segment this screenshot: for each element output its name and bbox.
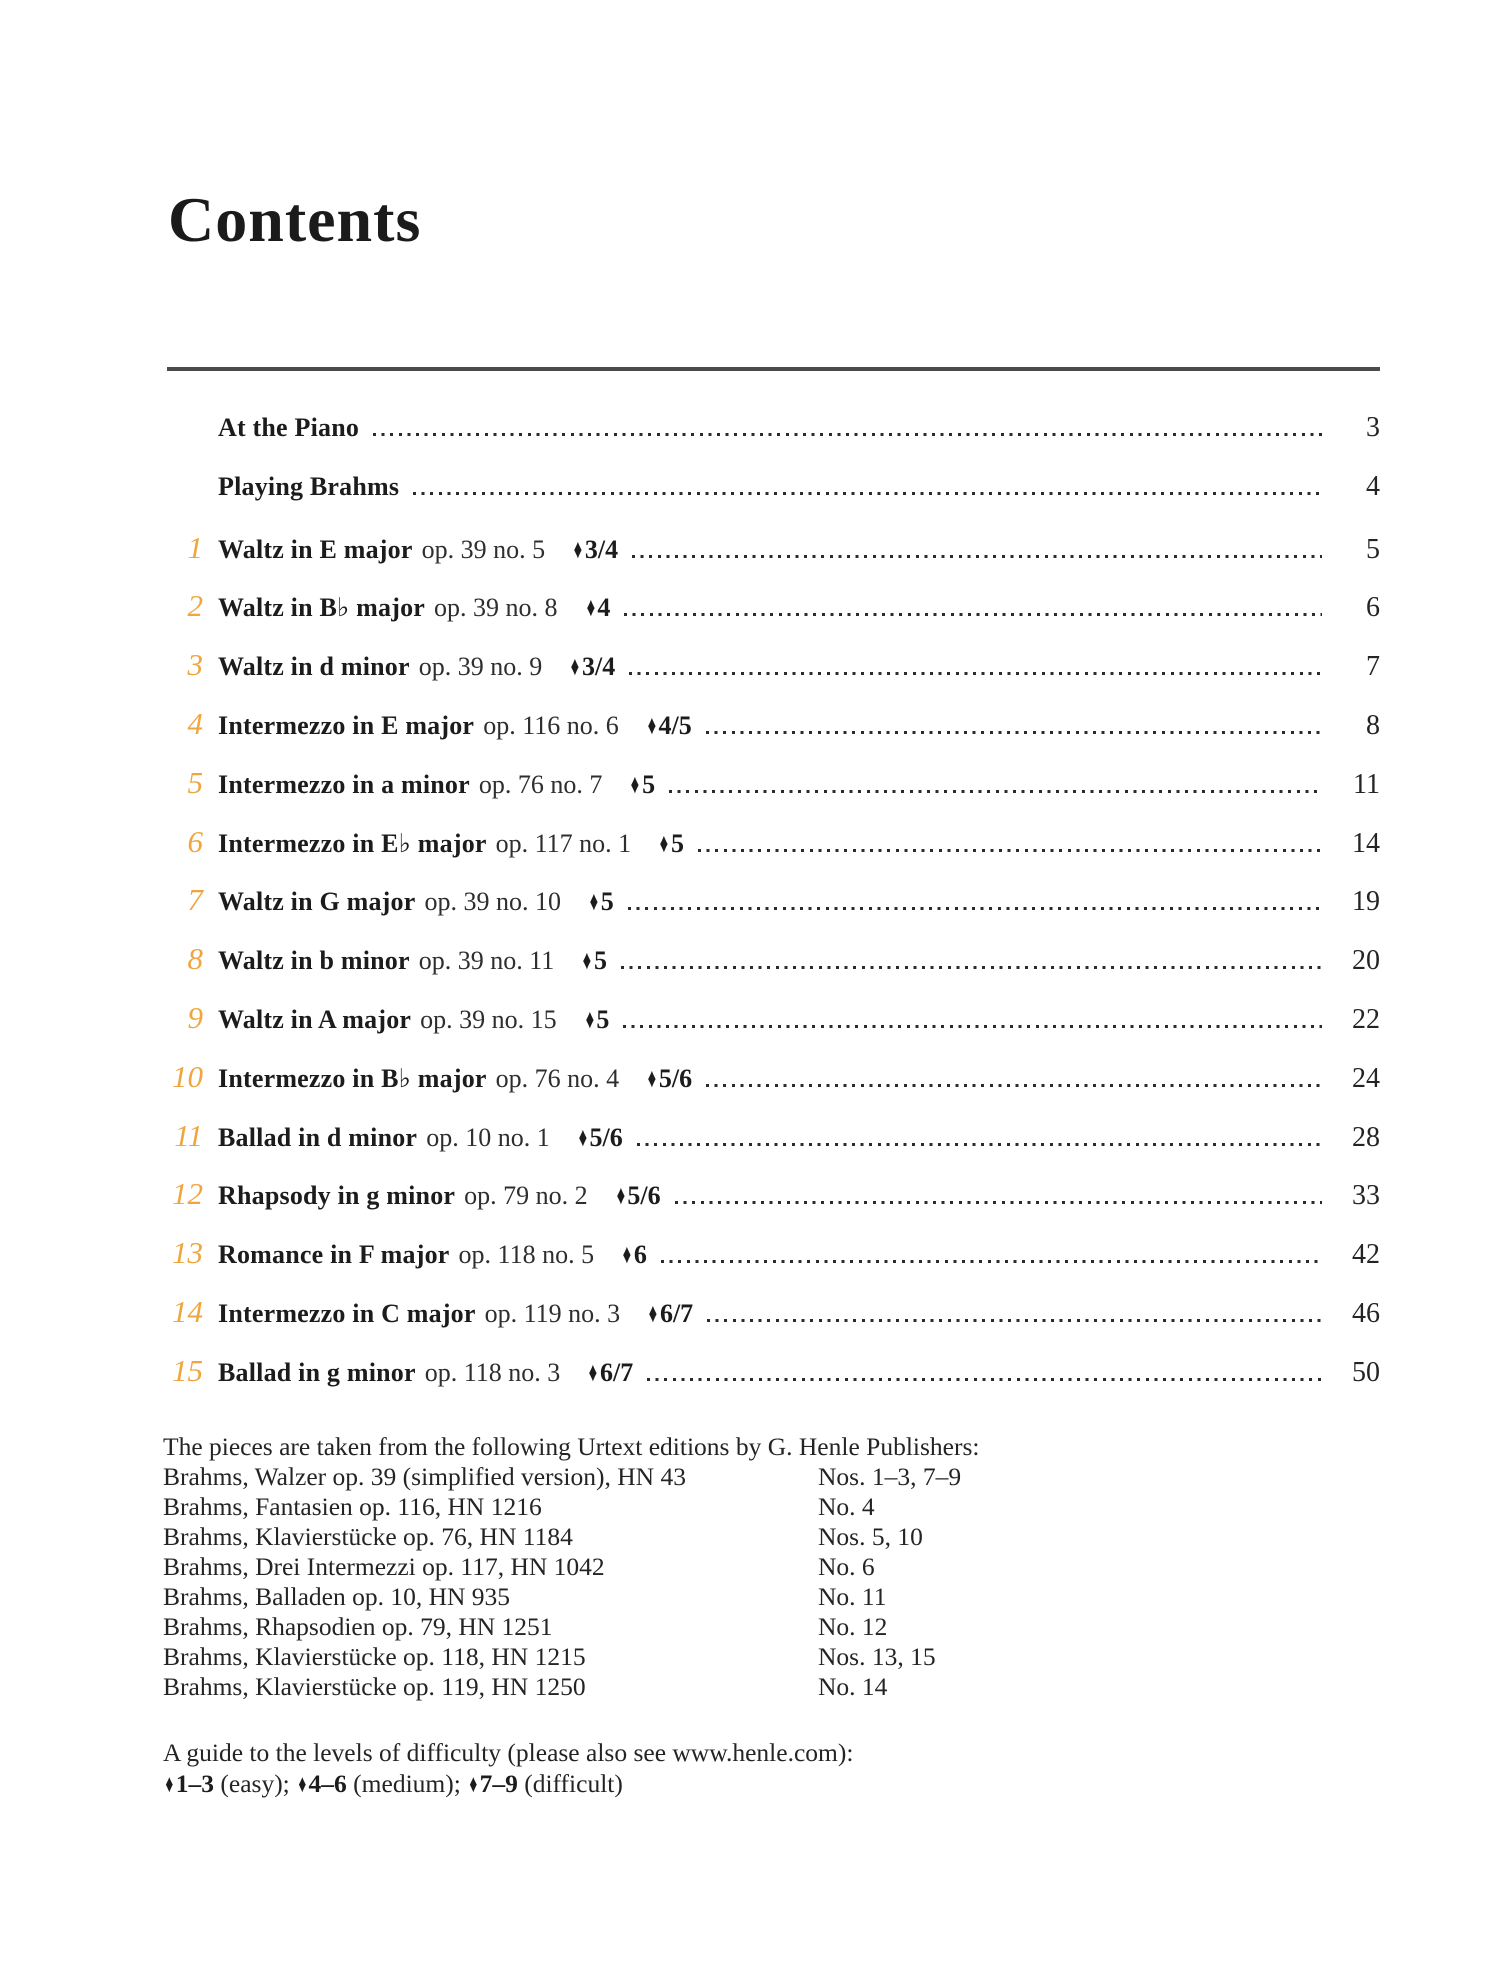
toc-entry-title: Intermezzo in E major: [218, 710, 475, 740]
difficulty-diamond-icon: ♦: [298, 1771, 307, 1798]
toc-entry-page: 8: [1366, 709, 1380, 741]
toc-entry-row: [167, 824, 1380, 883]
toc-entry-opus: op. 118 no. 3: [424, 1357, 561, 1387]
toc-front-matter-row: [167, 471, 1380, 530]
difficulty-level-range: 4–6: [308, 1769, 347, 1798]
toc-entry-page: 19: [1352, 886, 1380, 918]
toc-entry-row: [167, 765, 1380, 824]
source-edition-row: [163, 1522, 1379, 1552]
difficulty-diamond-icon: ♦: [647, 709, 656, 740]
toc-entry-difficulty: [614, 1180, 661, 1211]
sources-intro: The pieces are taken from the following Urtext editions by G. Henle Publishers:: [163, 1432, 980, 1461]
toc-entry-difficulty: [645, 1063, 692, 1094]
leader-dots: [647, 1378, 1322, 1381]
toc-entry-number: 6: [187, 823, 203, 859]
toc-entry-row: [167, 1059, 1380, 1118]
toc-entry-difficulty-value: 5/6: [589, 1122, 623, 1152]
toc-entry-opus: op. 39 no. 8: [434, 593, 558, 623]
toc-entry-row: [167, 1000, 1380, 1059]
toc-entry-difficulty-value: 5: [670, 828, 684, 858]
toc-entry-page: 33: [1352, 1180, 1380, 1212]
leader-dots: [661, 1260, 1322, 1263]
toc-entry-number: 8: [187, 941, 203, 977]
toc-entry-opus: op. 119 no. 3: [484, 1298, 621, 1328]
difficulty-diamond-icon: ♦: [588, 1356, 598, 1387]
difficulty-diamond-icon: ♦: [616, 1180, 625, 1211]
sources-note: [163, 1432, 1379, 1702]
leader-dots: [637, 1143, 1322, 1146]
toc-entry-number: 11: [174, 1117, 203, 1153]
toc-entry-opus: op. 39 no. 15: [420, 1004, 557, 1034]
difficulty-level: [467, 1769, 623, 1798]
difficulty-level: [163, 1769, 290, 1798]
difficulty-guide-intro: A guide to the levels of difficulty (please also see www.henle.com):: [163, 1738, 854, 1767]
source-edition-numbers: Nos. 13, 15: [818, 1642, 936, 1671]
toc-entry-difficulty-value: 6/7: [600, 1357, 634, 1387]
toc-entry-difficulty-value: 5: [600, 887, 614, 917]
source-edition-label: Brahms, Drei Intermezzi op. 117, HN 1042: [163, 1552, 605, 1581]
source-edition-numbers: No. 6: [818, 1552, 875, 1581]
toc-entry-title: Waltz in E major: [218, 534, 413, 564]
toc-entry-difficulty: [571, 534, 618, 565]
toc-entry-opus: op. 39 no. 9: [418, 652, 543, 682]
toc-entry-number: 3: [187, 647, 203, 683]
toc-entry-difficulty: [568, 651, 615, 682]
source-edition-label: Brahms, Rhapsodien op. 79, HN 1251: [163, 1612, 553, 1641]
toc-entry-difficulty-value: 5/6: [658, 1063, 693, 1093]
toc-entry-row: [167, 706, 1380, 765]
toc-entry-title: Intermezzo in E♭ major: [218, 828, 487, 858]
toc-entry-page: 42: [1352, 1239, 1380, 1271]
toc-entry-difficulty: [628, 769, 655, 800]
difficulty-level-label: (difficult): [524, 1769, 623, 1798]
source-edition-row: [163, 1612, 1379, 1642]
toc-entry-opus: op. 39 no. 10: [424, 887, 561, 917]
difficulty-diamond-icon: ♦: [622, 1239, 632, 1270]
toc-entry-row: [167, 1235, 1380, 1294]
toc-entry-difficulty: [586, 1357, 633, 1388]
toc-entry-number: 12: [172, 1176, 203, 1212]
toc-entry-opus: op. 39 no. 5: [421, 534, 546, 564]
source-edition-label: Brahms, Balladen op. 10, HN 935: [163, 1582, 511, 1611]
source-edition-row: [163, 1552, 1379, 1582]
toc-entry-difficulty: [646, 1298, 693, 1329]
source-edition-row: [163, 1462, 1379, 1492]
toc-entry-page: 46: [1352, 1297, 1380, 1329]
difficulty-diamond-icon: ♦: [659, 827, 669, 858]
leader-dots: [706, 731, 1322, 734]
toc-entry-page: 11: [1353, 768, 1380, 800]
toc-entry-page: 6: [1366, 592, 1380, 624]
title-divider: [167, 367, 1380, 371]
toc-entry-title: Romance in F major: [218, 1240, 450, 1270]
difficulty-guide-levels: [163, 1768, 853, 1800]
source-edition-label: Brahms, Fantasien op. 116, HN 1216: [163, 1492, 542, 1521]
leader-dots: [621, 966, 1322, 969]
toc-entry-title: Intermezzo in B♭ major: [218, 1063, 487, 1093]
difficulty-diamond-icon: ♦: [630, 768, 640, 799]
toc-entry-title: Ballad in d minor: [218, 1122, 418, 1152]
difficulty-diamond-icon: ♦: [578, 1121, 587, 1152]
toc-entry-page: 3: [1366, 412, 1380, 443]
leader-dots: [623, 1025, 1322, 1028]
source-edition-row: [163, 1642, 1379, 1672]
toc-entry-opus: op. 10 no. 1: [426, 1122, 550, 1152]
leader-dots: [628, 907, 1322, 910]
toc-entry-title: Waltz in d minor: [218, 652, 410, 682]
toc-entry-title: Waltz in B♭ major: [218, 593, 426, 623]
source-edition-row: [163, 1492, 1379, 1522]
toc-entry-opus: op. 76 no. 7: [478, 769, 603, 799]
toc-entry-number: 10: [172, 1058, 203, 1094]
toc-entry-difficulty: [576, 1122, 623, 1153]
toc-entry-page: 28: [1352, 1121, 1380, 1153]
leader-dots: [632, 555, 1322, 558]
toc-entry-title: Ballad in g minor: [218, 1357, 416, 1387]
difficulty-diamond-icon: ♦: [586, 592, 595, 623]
source-edition-numbers: No. 14: [818, 1672, 888, 1701]
toc-entry-number: 4: [187, 705, 203, 741]
toc-entry-difficulty-value: 5: [642, 769, 656, 799]
toc-entry-opus: op. 39 no. 11: [418, 946, 555, 976]
toc-entry-opus: op. 117 no. 1: [495, 828, 632, 858]
toc-entry-difficulty: [583, 1004, 610, 1035]
source-edition-numbers: Nos. 5, 10: [818, 1522, 923, 1551]
toc-entry-difficulty-value: 5: [594, 946, 608, 976]
toc-entry-title: Waltz in A major: [218, 1004, 412, 1034]
difficulty-diamond-icon: ♦: [647, 1062, 657, 1093]
source-edition-label: Brahms, Klavierstücke op. 76, HN 1184: [163, 1522, 573, 1551]
source-edition-numbers: No. 4: [818, 1492, 875, 1521]
toc-entry-row: [167, 1294, 1380, 1353]
toc-entry-title: Rhapsody in g minor: [218, 1181, 456, 1211]
toc-entry-number: 9: [187, 999, 203, 1035]
toc-entry-title: Waltz in b minor: [218, 946, 410, 976]
toc-entry-difficulty: [620, 1239, 647, 1270]
difficulty-diamond-icon: ♦: [469, 1771, 478, 1798]
difficulty-guide: [163, 1737, 853, 1800]
difficulty-level-label: (medium);: [353, 1769, 461, 1798]
toc-entry-number: 1: [187, 529, 203, 565]
toc-entry-difficulty: [587, 886, 614, 917]
difficulty-diamond-icon: ♦: [585, 1003, 594, 1034]
toc-entry-number: 15: [172, 1352, 203, 1388]
toc-entry-title: Intermezzo in C major: [218, 1298, 476, 1328]
table-of-contents: [167, 412, 1380, 1412]
source-edition-label: Brahms, Walzer op. 39 (simplified version), HN 43: [163, 1462, 686, 1491]
toc-entry-difficulty-value: 4: [597, 593, 611, 623]
toc-entry-opus: op. 79 no. 2: [464, 1181, 588, 1211]
toc-entry-number: 13: [172, 1235, 203, 1271]
toc-entry-row: [167, 530, 1380, 589]
toc-entry-number: 7: [187, 882, 203, 918]
leader-dots: [629, 672, 1322, 675]
difficulty-level-range: 1–3: [175, 1769, 215, 1798]
toc-entry-difficulty: [657, 828, 684, 859]
toc-entry-row: [167, 1353, 1380, 1412]
toc-entry-opus: op. 76 no. 4: [495, 1063, 620, 1093]
leader-dots: [413, 492, 1322, 495]
toc-entry-number: 14: [172, 1293, 203, 1329]
toc-entry-page: 5: [1366, 533, 1380, 565]
toc-entry-opus: op. 116 no. 6: [483, 710, 619, 740]
toc-entry-difficulty-value: 5/6: [627, 1181, 661, 1211]
toc-entry-number: 5: [187, 764, 203, 800]
source-edition-numbers: Nos. 1–3, 7–9: [818, 1462, 962, 1491]
difficulty-diamond-icon: ♦: [648, 1297, 658, 1328]
toc-entry-number: 2: [187, 588, 203, 624]
toc-entry-difficulty-value: 3/4: [582, 652, 616, 682]
toc-entry-difficulty-value: 5: [596, 1004, 610, 1034]
toc-entry-row: [167, 588, 1380, 647]
sources-list: [163, 1462, 1379, 1702]
toc-entry-page: 14: [1352, 827, 1380, 859]
toc-entry-difficulty-value: 3/4: [584, 534, 619, 564]
difficulty-diamond-icon: ♦: [573, 533, 583, 564]
toc-entry-row: [167, 1118, 1380, 1177]
toc-entry-row: [167, 941, 1380, 1000]
source-edition-numbers: No. 11: [818, 1582, 887, 1611]
toc-entry-opus: op. 118 no. 5: [458, 1240, 595, 1270]
leader-dots: [373, 433, 1322, 436]
toc-entry-title: Playing Brahms: [218, 471, 400, 501]
source-edition-label: Brahms, Klavierstücke op. 118, HN 1215: [163, 1642, 586, 1671]
toc-entry-row: [167, 882, 1380, 941]
toc-entry-title: At the Piano: [218, 413, 360, 442]
page-title: Contents: [168, 184, 422, 255]
difficulty-diamond-icon: ♦: [570, 651, 580, 682]
source-edition-row: [163, 1582, 1379, 1612]
leader-dots: [624, 613, 1322, 616]
difficulty-level: [296, 1769, 461, 1798]
toc-entry-difficulty-value: 6/7: [659, 1298, 694, 1328]
toc-entry-title: Waltz in G major: [218, 887, 416, 917]
leader-dots: [706, 1084, 1322, 1087]
leader-dots: [698, 849, 1322, 852]
difficulty-diamond-icon: ♦: [165, 1771, 174, 1798]
difficulty-level-label: (easy);: [220, 1769, 290, 1798]
toc-front-matter-row: [167, 412, 1380, 471]
toc-entry-difficulty: [584, 592, 611, 623]
toc-entry-difficulty-value: 4/5: [658, 710, 692, 740]
toc-entry-row: [167, 647, 1380, 706]
toc-entry-difficulty-value: 6: [633, 1240, 647, 1270]
toc-entry-difficulty: [580, 945, 607, 976]
leader-dots: [707, 1319, 1322, 1322]
source-edition-label: Brahms, Klavierstücke op. 119, HN 1250: [163, 1672, 586, 1701]
toc-entry-page: 7: [1366, 651, 1380, 683]
toc-entry-difficulty: [645, 710, 692, 741]
difficulty-diamond-icon: ♦: [582, 945, 592, 976]
leader-dots: [675, 1201, 1322, 1204]
leader-dots: [669, 790, 1322, 793]
source-edition-numbers: No. 12: [818, 1612, 888, 1641]
toc-entry-row: [167, 1176, 1380, 1235]
source-edition-row: [163, 1672, 1379, 1702]
toc-entry-page: 20: [1352, 945, 1380, 977]
difficulty-level-range: 7–9: [479, 1769, 518, 1798]
toc-entry-page: 24: [1352, 1062, 1380, 1094]
toc-entry-page: 4: [1366, 470, 1380, 502]
toc-entry-page: 22: [1352, 1003, 1380, 1035]
toc-entry-page: 50: [1352, 1356, 1380, 1388]
difficulty-diamond-icon: ♦: [589, 886, 599, 917]
toc-entry-title: Intermezzo in a minor: [218, 769, 470, 799]
